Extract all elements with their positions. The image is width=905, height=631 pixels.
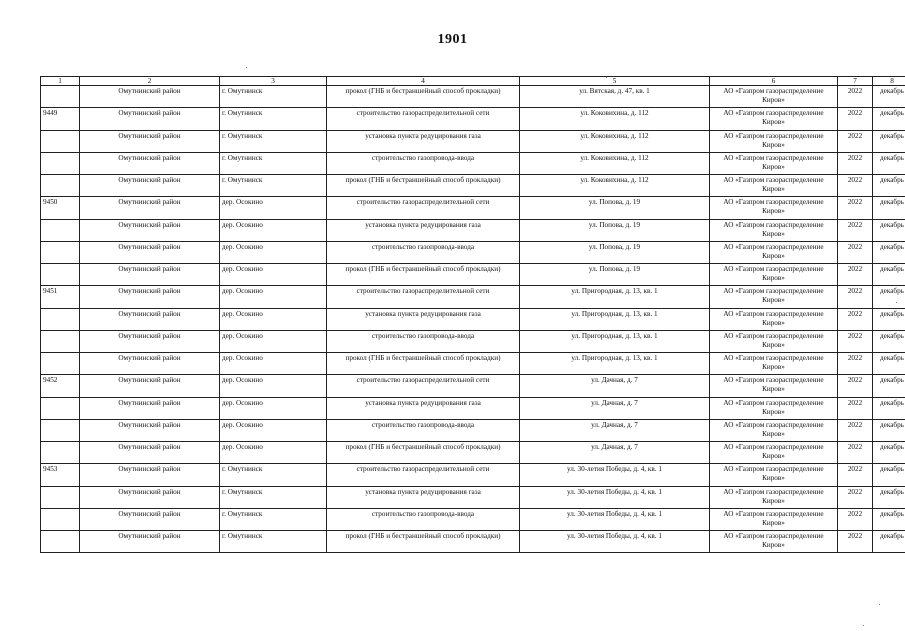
year-cell: 2022 bbox=[838, 308, 873, 330]
year-cell: 2022 bbox=[838, 464, 873, 486]
table-row bbox=[41, 464, 905, 486]
year-cell: 2022 bbox=[838, 197, 873, 219]
district-cell: Омутнинский район bbox=[80, 86, 220, 108]
month-cell: декабрь bbox=[873, 464, 905, 486]
month-cell: декабрь bbox=[873, 241, 905, 263]
month-cell: декабрь bbox=[873, 219, 905, 241]
month-cell: декабрь bbox=[873, 152, 905, 174]
row-number-cell bbox=[41, 397, 80, 419]
work-type-cell: строительство газопровода-ввода bbox=[327, 330, 520, 352]
row-number-cell bbox=[41, 175, 80, 197]
district-cell: Омутнинский район bbox=[80, 264, 220, 286]
row-number-cell bbox=[41, 241, 80, 263]
row-number-cell: 9453 bbox=[41, 464, 80, 486]
organization-cell: АО «Газпром газораспределение Киров» bbox=[710, 286, 838, 308]
locality-cell: г. Омутнинск bbox=[220, 531, 327, 553]
address-cell: ул. 30-летия Победы, д. 4, кв. 1 bbox=[520, 464, 710, 486]
table-row bbox=[41, 286, 905, 308]
year-cell: 2022 bbox=[838, 130, 873, 152]
header-col-8: 8 bbox=[873, 77, 905, 86]
locality-cell: г. Омутнинск bbox=[220, 152, 327, 174]
year-cell: 2022 bbox=[838, 419, 873, 441]
row-number-cell: 9449 bbox=[41, 108, 80, 130]
work-type-cell: строительство газораспределительной сети bbox=[327, 464, 520, 486]
row-number-cell bbox=[41, 330, 80, 352]
address-cell: ул. Вятская, д. 47, кв. 1 bbox=[520, 86, 710, 108]
address-cell: ул. Дачная, д. 7 bbox=[520, 375, 710, 397]
work-type-cell: строительство газопровода-ввода bbox=[327, 152, 520, 174]
locality-cell: дер. Осокино bbox=[220, 419, 327, 441]
scan-speck bbox=[606, 77, 607, 78]
address-cell: ул. Пригородная, д. 13, кв. 1 bbox=[520, 286, 710, 308]
month-cell: декабрь bbox=[873, 264, 905, 286]
scan-speck bbox=[896, 302, 897, 303]
work-type-cell: строительство газопровода-ввода bbox=[327, 241, 520, 263]
locality-cell: дер. Осокино bbox=[220, 219, 327, 241]
work-type-cell: прокол (ГНБ и бестраншейный способ прокладки) bbox=[327, 442, 520, 464]
month-cell: декабрь bbox=[873, 508, 905, 530]
year-cell: 2022 bbox=[838, 375, 873, 397]
table-row bbox=[41, 152, 905, 174]
work-type-cell: строительство газораспределительной сети bbox=[327, 286, 520, 308]
work-type-cell: строительство газопровода-ввода bbox=[327, 508, 520, 530]
district-cell: Омутнинский район bbox=[80, 241, 220, 263]
year-cell: 2022 bbox=[838, 86, 873, 108]
address-cell: ул. Коковихина, д. 112 bbox=[520, 152, 710, 174]
table-row bbox=[41, 486, 905, 508]
month-cell: декабрь bbox=[873, 130, 905, 152]
year-cell: 2022 bbox=[838, 175, 873, 197]
table-row bbox=[41, 442, 905, 464]
work-type-cell: прокол (ГНБ и бестраншейный способ прокладки) bbox=[327, 86, 520, 108]
scan-speck bbox=[863, 625, 864, 626]
district-cell: Омутнинский район bbox=[80, 486, 220, 508]
locality-cell: дер. Осокино bbox=[220, 286, 327, 308]
header-col-6: 6 bbox=[710, 77, 838, 86]
table-body bbox=[41, 86, 905, 553]
year-cell: 2022 bbox=[838, 152, 873, 174]
address-cell: ул. Коковихина, д. 112 bbox=[520, 130, 710, 152]
locality-cell: г. Омутнинск bbox=[220, 464, 327, 486]
locality-cell: дер. Осокино bbox=[220, 197, 327, 219]
district-cell: Омутнинский район bbox=[80, 330, 220, 352]
header-col-1: 1 bbox=[41, 77, 80, 86]
district-cell: Омутнинский район bbox=[80, 419, 220, 441]
organization-cell: АО «Газпром газораспределение Киров» bbox=[710, 508, 838, 530]
month-cell: декабрь bbox=[873, 86, 905, 108]
work-type-cell: строительство газораспределительной сети bbox=[327, 375, 520, 397]
district-cell: Омутнинский район bbox=[80, 442, 220, 464]
row-number-cell bbox=[41, 486, 80, 508]
organization-cell: АО «Газпром газораспределение Киров» bbox=[710, 219, 838, 241]
row-number-cell: 9450 bbox=[41, 197, 80, 219]
district-cell: Омутнинский район bbox=[80, 308, 220, 330]
locality-cell: г. Омутнинск bbox=[220, 175, 327, 197]
district-cell: Омутнинский район bbox=[80, 175, 220, 197]
row-number-cell bbox=[41, 419, 80, 441]
year-cell: 2022 bbox=[838, 486, 873, 508]
organization-cell: АО «Газпром газораспределение Киров» bbox=[710, 531, 838, 553]
address-cell: ул. Попова, д. 19 bbox=[520, 219, 710, 241]
organization-cell: АО «Газпром газораспределение Киров» bbox=[710, 108, 838, 130]
work-type-cell: прокол (ГНБ и бестраншейный способ прокладки) bbox=[327, 175, 520, 197]
address-cell: ул. Попова, д. 19 bbox=[520, 197, 710, 219]
organization-cell: АО «Газпром газораспределение Киров» bbox=[710, 442, 838, 464]
organization-cell: АО «Газпром газораспределение Киров» bbox=[710, 241, 838, 263]
address-cell: ул. Коковихина, д. 112 bbox=[520, 175, 710, 197]
month-cell: декабрь bbox=[873, 108, 905, 130]
month-cell: декабрь bbox=[873, 175, 905, 197]
month-cell: декабрь bbox=[873, 375, 905, 397]
table-row bbox=[41, 330, 905, 352]
year-cell: 2022 bbox=[838, 397, 873, 419]
district-cell: Омутнинский район bbox=[80, 531, 220, 553]
work-type-cell: прокол (ГНБ и бестраншейный способ прокладки) bbox=[327, 264, 520, 286]
month-cell: декабрь bbox=[873, 397, 905, 419]
address-cell: ул. Пригородная, д. 13, кв. 1 bbox=[520, 353, 710, 375]
address-cell: ул. 30-летия Победы, д. 4, кв. 1 bbox=[520, 531, 710, 553]
month-cell: декабрь bbox=[873, 419, 905, 441]
table-row bbox=[41, 308, 905, 330]
table-row bbox=[41, 197, 905, 219]
row-number-cell bbox=[41, 531, 80, 553]
district-cell: Омутнинский район bbox=[80, 108, 220, 130]
row-number-cell bbox=[41, 442, 80, 464]
organization-cell: АО «Газпром газораспределение Киров» bbox=[710, 175, 838, 197]
address-cell: ул. Попова, д. 19 bbox=[520, 264, 710, 286]
district-cell: Омутнинский район bbox=[80, 508, 220, 530]
district-cell: Омутнинский район bbox=[80, 397, 220, 419]
table-row bbox=[41, 264, 905, 286]
row-number-cell bbox=[41, 308, 80, 330]
month-cell: декабрь bbox=[873, 286, 905, 308]
locality-cell: г. Омутнинск bbox=[220, 508, 327, 530]
year-cell: 2022 bbox=[838, 219, 873, 241]
year-cell: 2022 bbox=[838, 264, 873, 286]
month-cell: декабрь bbox=[873, 442, 905, 464]
locality-cell: дер. Осокино bbox=[220, 308, 327, 330]
locality-cell: г. Омутнинск bbox=[220, 108, 327, 130]
header-col-3: 3 bbox=[220, 77, 327, 86]
address-cell: ул. 30-летия Победы, д. 4, кв. 1 bbox=[520, 508, 710, 530]
district-cell: Омутнинский район bbox=[80, 286, 220, 308]
locality-cell: дер. Осокино bbox=[220, 264, 327, 286]
address-cell: ул. Попова, д. 19 bbox=[520, 241, 710, 263]
row-number-cell bbox=[41, 152, 80, 174]
year-cell: 2022 bbox=[838, 241, 873, 263]
work-type-cell: установка пункта редуцирования газа bbox=[327, 308, 520, 330]
page-number: 1901 bbox=[437, 32, 468, 47]
locality-cell: дер. Осокино bbox=[220, 442, 327, 464]
district-cell: Омутнинский район bbox=[80, 375, 220, 397]
locality-cell: дер. Осокино bbox=[220, 330, 327, 352]
work-type-cell: установка пункта редуцирования газа bbox=[327, 486, 520, 508]
row-number-cell bbox=[41, 508, 80, 530]
year-cell: 2022 bbox=[838, 531, 873, 553]
row-number-cell: 9451 bbox=[41, 286, 80, 308]
table-row bbox=[41, 175, 905, 197]
row-number-cell bbox=[41, 219, 80, 241]
table-row bbox=[41, 241, 905, 263]
row-number-cell bbox=[41, 264, 80, 286]
table-row bbox=[41, 375, 905, 397]
organization-cell: АО «Газпром газораспределение Киров» bbox=[710, 130, 838, 152]
organization-cell: АО «Газпром газораспределение Киров» bbox=[710, 86, 838, 108]
locality-cell: дер. Осокино bbox=[220, 397, 327, 419]
month-cell: декабрь bbox=[873, 531, 905, 553]
work-type-cell: строительство газораспределительной сети bbox=[327, 108, 520, 130]
locality-cell: дер. Осокино bbox=[220, 375, 327, 397]
address-cell: ул. Коковихина, д. 112 bbox=[520, 108, 710, 130]
organization-cell: АО «Газпром газораспределение Киров» bbox=[710, 264, 838, 286]
work-type-cell: прокол (ГНБ и бестраншейный способ прокладки) bbox=[327, 353, 520, 375]
locality-cell: дер. Осокино bbox=[220, 241, 327, 263]
header-col-5: 5 bbox=[520, 77, 710, 86]
address-cell: ул. Дачная, д. 7 bbox=[520, 397, 710, 419]
address-cell: ул. Дачная, д. 7 bbox=[520, 442, 710, 464]
organization-cell: АО «Газпром газораспределение Киров» bbox=[710, 330, 838, 352]
table-row bbox=[41, 108, 905, 130]
table-row bbox=[41, 130, 905, 152]
table-row bbox=[41, 531, 905, 553]
work-type-cell: установка пункта редуцирования газа bbox=[327, 130, 520, 152]
year-cell: 2022 bbox=[838, 442, 873, 464]
locality-cell: г. Омутнинск bbox=[220, 486, 327, 508]
organization-cell: АО «Газпром газораспределение Киров» bbox=[710, 353, 838, 375]
month-cell: декабрь bbox=[873, 308, 905, 330]
address-cell: ул. Дачная, д. 7 bbox=[520, 419, 710, 441]
month-cell: декабрь bbox=[873, 330, 905, 352]
district-cell: Омутнинский район bbox=[80, 464, 220, 486]
organization-cell: АО «Газпром газораспределение Киров» bbox=[710, 308, 838, 330]
locality-cell: г. Омутнинск bbox=[220, 86, 327, 108]
address-cell: ул. Пригородная, д. 13, кв. 1 bbox=[520, 330, 710, 352]
scan-speck bbox=[246, 67, 247, 68]
table-row bbox=[41, 397, 905, 419]
address-cell: ул. Пригородная, д. 13, кв. 1 bbox=[520, 308, 710, 330]
table-row bbox=[41, 419, 905, 441]
work-type-cell: строительство газораспределительной сети bbox=[327, 197, 520, 219]
row-number-cell bbox=[41, 130, 80, 152]
district-cell: Омутнинский район bbox=[80, 197, 220, 219]
year-cell: 2022 bbox=[838, 508, 873, 530]
work-type-cell: установка пункта редуцирования газа bbox=[327, 397, 520, 419]
organization-cell: АО «Газпром газораспределение Киров» bbox=[710, 375, 838, 397]
header-col-4: 4 bbox=[327, 77, 520, 86]
district-cell: Омутнинский район bbox=[80, 130, 220, 152]
district-cell: Омутнинский район bbox=[80, 152, 220, 174]
year-cell: 2022 bbox=[838, 108, 873, 130]
scan-speck bbox=[879, 604, 880, 605]
row-number-cell bbox=[41, 86, 80, 108]
organization-cell: АО «Газпром газораспределение Киров» bbox=[710, 152, 838, 174]
table-header-row bbox=[41, 77, 905, 86]
organization-cell: АО «Газпром газораспределение Киров» bbox=[710, 419, 838, 441]
work-type-cell: установка пункта редуцирования газа bbox=[327, 219, 520, 241]
work-type-cell: строительство газопровода-ввода bbox=[327, 419, 520, 441]
month-cell: декабрь bbox=[873, 197, 905, 219]
header-col-2: 2 bbox=[80, 77, 220, 86]
table-row bbox=[41, 219, 905, 241]
month-cell: декабрь bbox=[873, 486, 905, 508]
table-row bbox=[41, 508, 905, 530]
organization-cell: АО «Газпром газораспределение Киров» bbox=[710, 486, 838, 508]
address-cell: ул. 30-летия Победы, д. 4, кв. 1 bbox=[520, 486, 710, 508]
year-cell: 2022 bbox=[838, 353, 873, 375]
work-type-cell: прокол (ГНБ и бестраншейный способ прокладки) bbox=[327, 531, 520, 553]
row-number-cell bbox=[41, 353, 80, 375]
header-col-7: 7 bbox=[838, 77, 873, 86]
district-cell: Омутнинский район bbox=[80, 219, 220, 241]
table-row bbox=[41, 353, 905, 375]
row-number-cell: 9452 bbox=[41, 375, 80, 397]
month-cell: декабрь bbox=[873, 353, 905, 375]
organization-cell: АО «Газпром газораспределение Киров» bbox=[710, 197, 838, 219]
locality-cell: г. Омутнинск bbox=[220, 130, 327, 152]
year-cell: 2022 bbox=[838, 330, 873, 352]
table-row bbox=[41, 86, 905, 108]
locality-cell: дер. Осокино bbox=[220, 353, 327, 375]
year-cell: 2022 bbox=[838, 286, 873, 308]
works-table bbox=[40, 76, 905, 553]
organization-cell: АО «Газпром газораспределение Киров» bbox=[710, 397, 838, 419]
district-cell: Омутнинский район bbox=[80, 353, 220, 375]
organization-cell: АО «Газпром газораспределение Киров» bbox=[710, 464, 838, 486]
